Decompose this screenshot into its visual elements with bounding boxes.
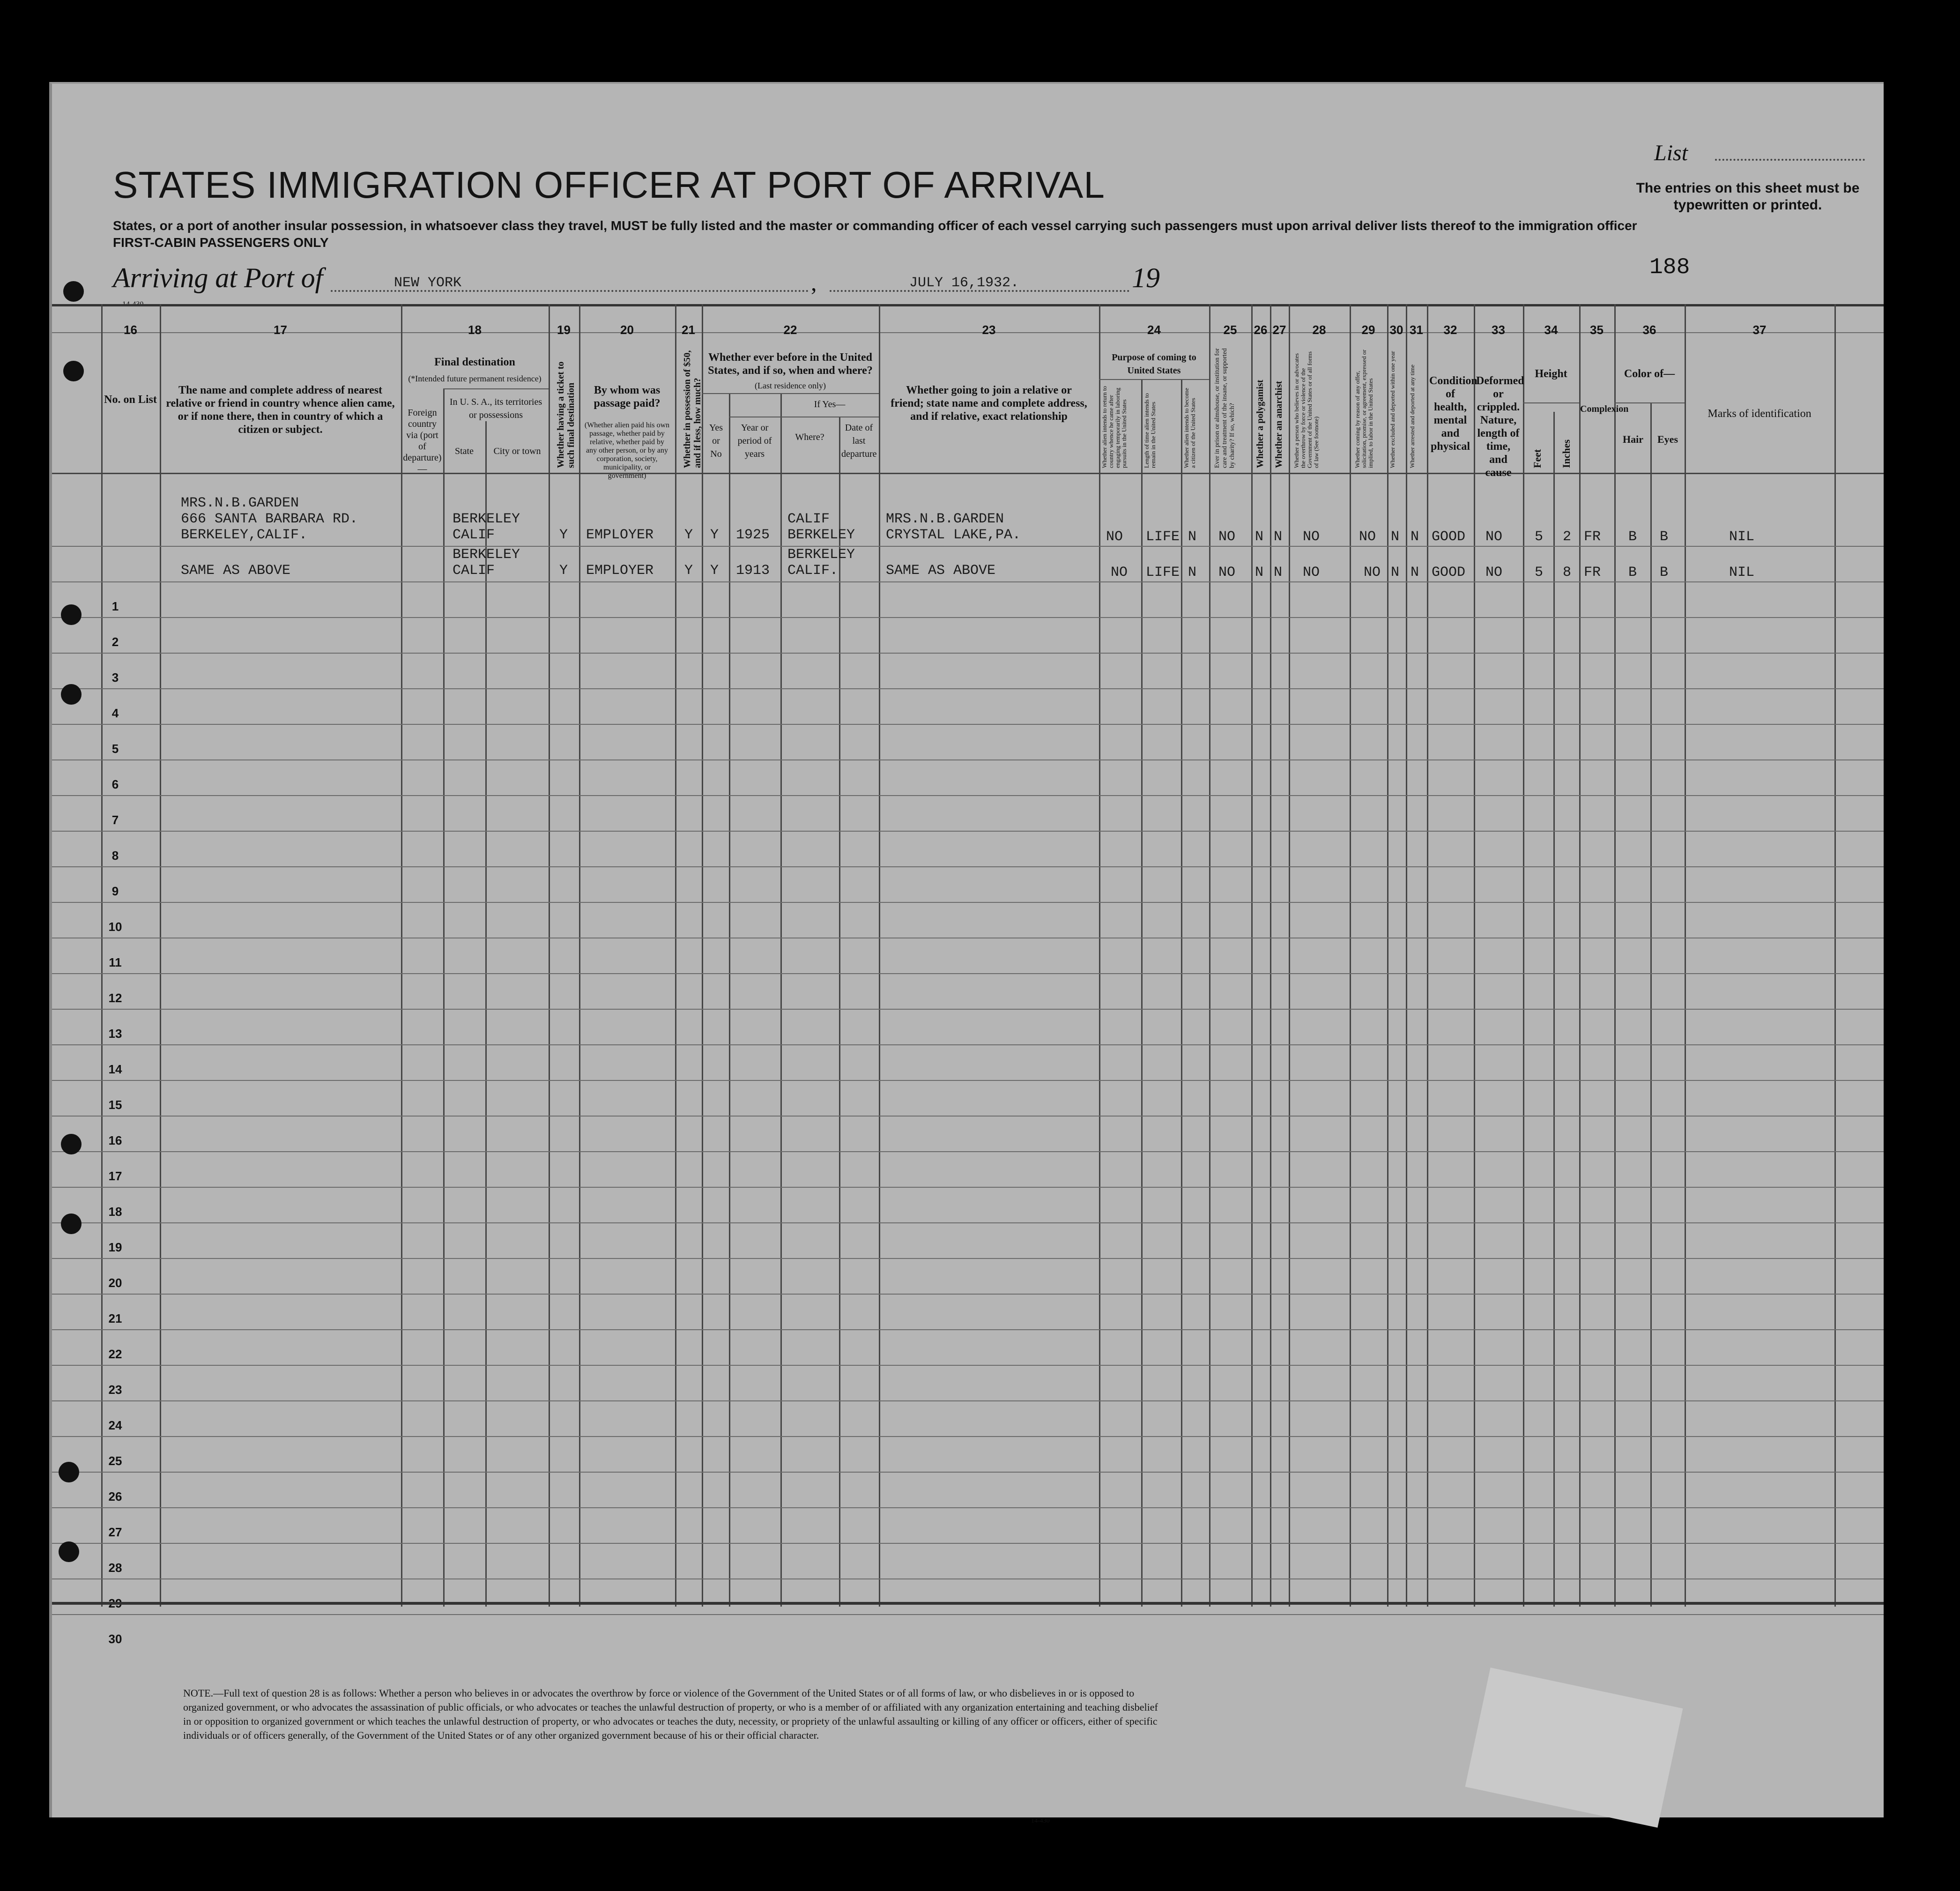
row-1-citizen: N	[1188, 529, 1197, 545]
punch-hole	[61, 684, 82, 705]
row-1-arrested: N	[1411, 529, 1419, 545]
row-rule	[52, 1044, 1884, 1045]
footnote: NOTE.—Full text of question 28 is as follows: Whether a person who believes in or advocates the overthrow by force or violence of the Government of the United States or of all forms of law, or who disbelieves in or is opposed to organized government, or who advocates the assassination of public officials, or who advocates or teaches the unlawful destruction of property, or who is a member of or affiliated with any organization entertaining and teaching disbelief in or opposition to organized government or which teaches the unlawful destruction of property, or who advocates or teaches the duty, necessity, or propriety of the unlawful assaulting or killing of any officer or officers, either of specific individuals or of officers generally, of the Government of the United States or of any other organized government because of his or their official character.	[183, 1687, 1158, 1741]
row-number: 28	[108, 1561, 122, 1575]
row-2-paid-by: EMPLOYER	[586, 563, 654, 579]
row-2-anarchist: N	[1274, 565, 1283, 581]
col-29-number: 29	[1361, 323, 1375, 337]
col-37-header: Marks of identification	[1708, 408, 1812, 420]
row-1-paid-by: EMPLOYER	[586, 527, 654, 543]
row-1-complexion: FR	[1584, 529, 1601, 545]
row-1-join-2: CRYSTAL LAKE,PA.	[886, 527, 1021, 543]
punch-hole	[61, 604, 82, 625]
form-code: 14-430	[122, 300, 144, 308]
row-number: 18	[108, 1205, 122, 1219]
col-24-citizen: Whether alien intends to become a citizen of the United States	[1183, 387, 1196, 468]
row-number: 25	[108, 1454, 122, 1468]
col-22-header: Whether ever before in the United States, and if so, when and where?	[708, 351, 873, 377]
row-2-relative: SAME AS ABOVE	[181, 563, 291, 579]
col-22-where: Where?	[795, 432, 824, 442]
row-1-before: Y	[710, 527, 719, 543]
col-20-subheader: (Whether alien paid his own passage, whether paid by relative, whether paid by any other person, or by any corporation, society, municipality, or government)	[584, 421, 670, 480]
row-2-inches: 8	[1563, 565, 1572, 581]
col-34-feet: Feet	[1531, 449, 1543, 468]
row-rule	[52, 1578, 1884, 1579]
entries-note: The entries on this sheet must be typewritten or printed.	[1636, 180, 1860, 213]
punch-hole	[59, 1541, 79, 1562]
col-36-hair: Hair	[1623, 433, 1643, 445]
row-number: 29	[108, 1596, 122, 1610]
row-rule	[52, 1472, 1884, 1473]
row-1-relative-line-3: BERKELEY,CALIF.	[181, 527, 308, 543]
row-number: 16	[108, 1133, 122, 1147]
row-1-relative-line-1: MRS.N.B.GARDEN	[181, 495, 299, 511]
row-number: 3	[111, 670, 119, 685]
col-17-number: 17	[274, 323, 287, 337]
col-21-header: Whether in possession of $50, and if less, how much?	[682, 350, 703, 468]
col-26-number: 26	[1254, 323, 1268, 337]
row-rule	[52, 759, 1884, 760]
row-number: 11	[109, 955, 122, 969]
row-1-offer: NO	[1359, 529, 1376, 545]
row-2-complexion: FR	[1584, 565, 1601, 581]
table-bottom-rule	[52, 1602, 1884, 1605]
row-1-deformed: NO	[1485, 529, 1503, 545]
row-number: 4	[111, 706, 119, 720]
col-23-header: Whether going to join a relative or friend; state name and complete address, and if relative, exact relationship	[891, 384, 1087, 423]
row-2-where-2: CALIF.	[787, 563, 839, 579]
row-2-hair: B	[1628, 565, 1637, 581]
row-number: 27	[108, 1525, 122, 1539]
row-number: 8	[111, 849, 119, 863]
arriving-label: Arriving at Port of	[113, 262, 323, 293]
port-value: NEW YORK	[394, 275, 462, 291]
punch-hole	[63, 281, 84, 302]
row-1-year: 1925	[736, 527, 770, 543]
row-2-polygamist: N	[1255, 565, 1264, 581]
col-22-ifyes: If Yes—	[814, 399, 846, 409]
row-1-return: NO	[1106, 529, 1123, 545]
punch-hole	[63, 361, 84, 381]
col-22-number: 22	[783, 323, 797, 337]
col-16-number: 16	[124, 323, 137, 337]
col-30-header: Whether excluded and deported within one year	[1389, 351, 1396, 468]
row-number: 26	[108, 1489, 122, 1504]
col-36-eyes: Eyes	[1657, 433, 1678, 445]
row-1-inches: 2	[1563, 529, 1572, 545]
row-number: 7	[111, 813, 119, 827]
row-rule	[52, 1187, 1884, 1188]
row-number: 13	[108, 1027, 122, 1041]
row-2-feet: 5	[1535, 565, 1544, 581]
row-2-state: BERKELEY	[453, 547, 520, 563]
row-number: 17	[108, 1169, 122, 1183]
col-30-number: 30	[1389, 323, 1403, 337]
punch-hole	[61, 1134, 82, 1154]
col-16-header: No. on List	[104, 394, 157, 406]
punch-hole	[59, 1462, 79, 1482]
row-1-feet: 5	[1535, 529, 1544, 545]
row-2-number: 2	[111, 635, 119, 649]
row-rule	[52, 1294, 1884, 1295]
row-1-health: GOOD	[1432, 529, 1466, 545]
manifest-sheet: STATES IMMIGRATION OFFICER AT PORT OF ARRIVAL List The entries on this sheet must be typewritten or printed. States, or a port of another insular possession, in whatsoever class they travel, MUST be fully listed and the master or commanding officer of each vessel carrying such passengers must upon arrival deliver lists thereof to the immigration officer FIRST-CABIN PASSENGERS ONLY Arriving at Port of NEW YORK , JULY 16,1932. 19 188 14-430 16 17 18 19 20 21 22 23 24 25 26 27 28 29 30 31 32 33 34 35 36 37 No. on List The name and complete address of nearest relative or friend in country whence alien came, or if none there, then in country of which a citizen or subject. Final destination (*Intended future permanent residence) Foreign country via (port of departure)— In U. S. A., its territories or possessions State City or town Whether having a ticket to such final destination By whom was passage paid? (Whether alien paid his own passage, whether paid by relative, whether paid by any other person, or by any corporation, society, municipality, or government) Whether in possession of $50, and if less, how much? Whether ever before in the United States, and if so, when and where? (Last residence only) Yes or No If Yes— Year or period of years Where? Date of last departure Whether going to join a relative or friend; state name and complete address, and if relative, exact relationship Purpose of coming to United States Whether alien intends to return to country whence he came after engaging temporarily in laboring pursuits in the United States Length of time alien intends to remain in the United States Whether alien intends to become a citizen of the United States Ever in prison or almshouse, or institution for care and treatment of the insane, or supported by charity? If so, which? Whether a polygamist Whether an anarchist Whether a person who believes in or advocates the overthrow by force or violence of the Government of the United States or of all forms of law (See footnote) Whether coming by reason of any offer, solicitation, promise, or agreement, expressed or implied, to labor in the United States Whether excluded and deported within one year Whether arrested and deported at any time Condition of health, mental and physical Deformed or crippled. Nature, length of time, and cause Height Feet Inches Complexion Color of— Hair Eyes Marks of identification 3 4 5 6 7 8 9 10 11 12 13 14 15 16 17 18 19 20 21 22 23 24 25 26 27 28 29 30 1 MRS.N.B.GARDEN 666 SANTA BARBARA RD. BERKELEY,CALIF. BERKELEY CALIF Y EMPLOYER Y Y 1925 CALIF BERKELEY MRS.N.B.GARDEN CRYSTAL LAKE,PA. NO LIFE N NO N N NO NO N N GOOD NO 5 2 FR B B NIL 2 SAME AS ABOVE BERKELEY CALIF Y EMPLOYER Y Y 1913 BERKELEY CALIF. SAME AS ABOVE NO LIFE N NO N N NO NO N N GOOD NO 5 8 FR B B NIL NOTE.—Full text of question 28 is as follows: Whether a person who believes in or advocates the overthrow by force or violence of the Government of the United States or of all forms of law, or who disbelieves in or is opposed to organized government, or who advocates the assassination of public officials, or who advocates or teaches the unlawful destruction of property, or who is a member of or affiliated with any organization entertaining and teaching disbelief in or opposition to organized government or which teaches the unlawful destruction of property, or who advocates or teaches the duty, necessity, or propriety of the unlawful assaulting or killing of any officer or officers, either of specific individuals or of officers generally, of the Government of the United States or of any other organized government because of his or their official character. 14-430	[49, 82, 1884, 1817]
row-2-excluded: N	[1391, 565, 1400, 581]
col-19-number: 19	[557, 323, 571, 337]
row-number: 10	[108, 920, 122, 934]
row-number: 21	[108, 1311, 122, 1325]
row-1-relative-line-2: 666 SANTA BARBARA RD.	[181, 511, 358, 527]
row-number: 23	[108, 1383, 122, 1397]
row-number: 12	[108, 991, 122, 1005]
row-number: 6	[111, 777, 119, 791]
row-number: 30	[108, 1632, 122, 1646]
punch-hole	[61, 1214, 82, 1234]
row-2-fifty: Y	[684, 563, 693, 579]
row-2-join: SAME AS ABOVE	[886, 563, 996, 579]
row-number: 15	[108, 1098, 122, 1112]
row-2-eyes: B	[1660, 565, 1669, 581]
row-rule	[52, 1080, 1884, 1081]
col-24-return: Whether alien intends to return to country whence he came after engaging temporarily in laboring pursuits in the United States	[1101, 386, 1128, 468]
row-1-overthrow: NO	[1303, 529, 1320, 545]
row-rule	[52, 1507, 1884, 1508]
page-title: STATES IMMIGRATION OFFICER AT PORT OF ARRIVAL	[113, 164, 1105, 206]
row-2-year: 1913	[736, 563, 770, 579]
row-rule	[52, 1222, 1884, 1223]
col-25-header: Ever in prison or almshouse, or institution for care and treatment of the insane, or supported by charity? If so, which?	[1214, 348, 1236, 468]
row-rule	[52, 1400, 1884, 1401]
col-28-number: 28	[1312, 323, 1326, 337]
row-rule	[52, 1436, 1884, 1437]
col-34-number: 34	[1544, 323, 1558, 337]
row-number: 24	[108, 1418, 122, 1432]
row-1-anarchist: N	[1274, 529, 1283, 545]
row-1-polygamist: N	[1255, 529, 1264, 545]
col-18-subheader: (*Intended future permanent residence)	[408, 374, 542, 383]
row-rule	[52, 1365, 1884, 1366]
row-rule	[52, 795, 1884, 796]
col-18-usa: In U. S. A., its territories or possessions	[449, 397, 542, 420]
col-22-subheader: (Last residence only)	[755, 381, 826, 390]
row-1-where-1: CALIF	[787, 511, 830, 527]
row-1-where-2: BERKELEY	[787, 527, 855, 543]
col-22-date: Date of last departure	[841, 423, 877, 459]
row-rule	[52, 1543, 1884, 1544]
row-number: 5	[111, 742, 119, 756]
col-18-header: Final destination	[434, 356, 515, 368]
row-1-marks: NIL	[1729, 529, 1755, 545]
col-34-inches: Inches	[1560, 439, 1572, 468]
row-rule	[52, 581, 1884, 582]
col-20-number: 20	[620, 323, 634, 337]
row-2-offer: NO	[1364, 565, 1381, 581]
col-34-header: Height	[1535, 368, 1567, 380]
table-top-rule	[52, 304, 1884, 306]
row-rule	[52, 831, 1884, 832]
list-label: List	[1654, 141, 1688, 165]
intro-text	[113, 217, 1637, 251]
row-2-before: Y	[710, 563, 719, 579]
col-31-number: 31	[1410, 323, 1423, 337]
row-rule	[52, 1258, 1884, 1259]
row-2-prison: NO	[1218, 565, 1236, 581]
col-35-number: 35	[1590, 323, 1604, 337]
row-1-eyes: B	[1660, 529, 1669, 545]
row-rule	[52, 546, 1884, 547]
intro-line-2: FIRST-CABIN PASSENGERS ONLY	[113, 235, 329, 250]
col-36-header: Color of—	[1624, 368, 1675, 380]
col-24-number: 24	[1147, 323, 1161, 337]
sheet-number: 188	[1649, 255, 1690, 280]
row-rule	[52, 1009, 1884, 1010]
row-number: 22	[108, 1347, 122, 1361]
row-1-number: 1	[111, 599, 119, 613]
col-27-header: Whether an anarchist	[1274, 381, 1284, 468]
row-1-length: LIFE	[1146, 529, 1180, 545]
col-20-header: By whom was passage paid?	[594, 384, 661, 409]
row-2-health: GOOD	[1432, 565, 1466, 581]
col-22-year: Year or period of years	[737, 423, 772, 459]
row-rule	[52, 688, 1884, 689]
row-number: 20	[108, 1276, 122, 1290]
row-1-city: CALIF	[453, 527, 495, 543]
row-1-ticket: Y	[559, 527, 568, 543]
row-1-join-1: MRS.N.B.GARDEN	[886, 511, 1004, 527]
row-2-return: NO	[1111, 565, 1128, 581]
row-rule	[52, 617, 1884, 618]
row-rule	[52, 866, 1884, 867]
arrival-date: JULY 16,1932.	[909, 275, 1019, 291]
col-17-header: The name and complete address of nearest relative or friend in country whence alien came, or if none there, then in country of which a citizen or subject.	[166, 384, 395, 436]
row-rule	[52, 1151, 1884, 1152]
col-18-number: 18	[468, 323, 482, 337]
footer-code: 14-430	[1031, 1817, 1050, 1824]
row-number: 14	[108, 1062, 122, 1076]
col-23-number: 23	[982, 323, 996, 337]
row-rule	[52, 1116, 1884, 1117]
row-number: 9	[111, 884, 119, 898]
row-1-state: BERKELEY	[453, 511, 520, 527]
row-2-length: LIFE	[1146, 565, 1180, 581]
row-2-overthrow: NO	[1303, 565, 1320, 581]
col-27-number: 27	[1272, 323, 1286, 337]
row-number: 19	[108, 1240, 122, 1254]
row-rule	[52, 1614, 1884, 1615]
row-2-city: CALIF	[453, 563, 495, 579]
row-1-hair: B	[1628, 529, 1637, 545]
row-1-fifty: Y	[684, 527, 693, 543]
list-number-line	[1715, 159, 1865, 161]
col-18-city: City or town	[493, 446, 541, 456]
col-31-header: Whether arrested and deported at any time	[1409, 365, 1416, 468]
year-prefix: 19	[1132, 262, 1160, 293]
col-19-header: Whether having a ticket to such final destination	[556, 361, 576, 468]
row-2-ticket: Y	[559, 563, 568, 579]
col-36-number: 36	[1642, 323, 1656, 337]
col-32-number: 32	[1443, 323, 1457, 337]
row-rule	[52, 973, 1884, 974]
row-2-arrested: N	[1411, 565, 1419, 581]
row-2-deformed: NO	[1485, 565, 1503, 581]
row-2-marks: NIL	[1729, 565, 1755, 581]
col-21-number: 21	[682, 323, 695, 337]
col-28-header: Whether a person who believes in or advocates the overthrow by force or violence of the Government of the United States or of all forms of law (See footnote)	[1293, 351, 1320, 468]
row-2-citizen: N	[1188, 565, 1197, 581]
col-33-header: Deformed or crippled. Nature, length of time, and cause	[1476, 375, 1524, 479]
intro-line-1: States, or a port of another insular possession, in whatsoever class they travel, MUST be fully listed and the master or commanding officer of each vessel carrying such passengers must upon arrival deliver lists thereof to the immigration officer	[113, 218, 1637, 233]
col-37-number: 37	[1752, 323, 1767, 337]
row-rule	[52, 1329, 1884, 1330]
col-26-header: Whether a polygamist	[1255, 380, 1265, 468]
row-rule	[52, 902, 1884, 903]
row-rule	[52, 724, 1884, 725]
row-rule	[52, 653, 1884, 654]
col-33-number: 33	[1492, 323, 1505, 337]
col-35-header: Complexion	[1580, 404, 1629, 414]
col-22-yesno: Yes or No	[709, 423, 723, 459]
col-24-length: Length of time alien intends to remain in the United States	[1143, 393, 1157, 468]
col-18-state: State	[455, 446, 474, 456]
col-24-header: Purpose of coming to United States	[1112, 352, 1196, 376]
col-18-foreign: Foreign country via (port of departure)—	[403, 408, 442, 474]
col-29-header: Whether coming by reason of any offer, solicitation, promise, or agreement, expressed or implied, to labor in the United States	[1354, 350, 1374, 468]
col-32-header: Condition of health, mental and physical	[1429, 375, 1477, 453]
col-25-number: 25	[1223, 323, 1237, 337]
row-1-prison: NO	[1218, 529, 1236, 545]
row-1-excluded: N	[1391, 529, 1400, 545]
row-2-where-1: BERKELEY	[787, 547, 855, 563]
